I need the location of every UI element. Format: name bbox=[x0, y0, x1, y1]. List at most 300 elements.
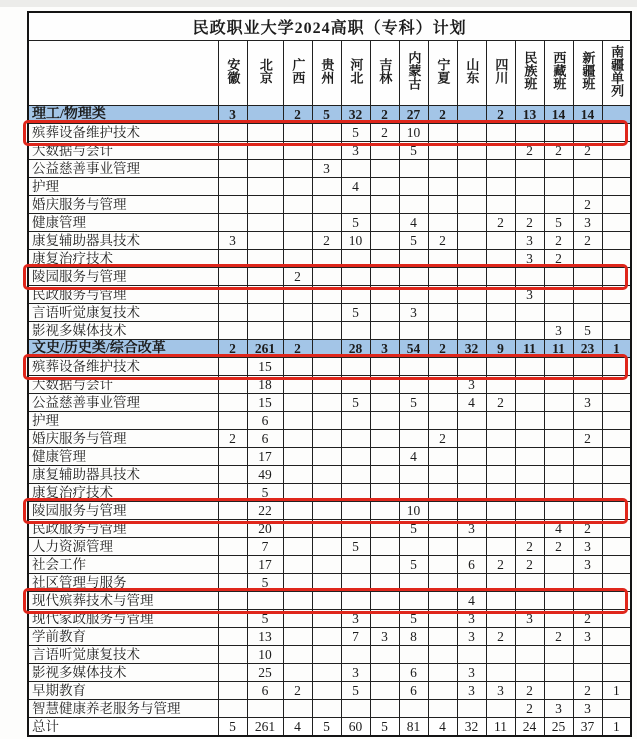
value-cell bbox=[544, 286, 573, 304]
value-cell bbox=[428, 574, 457, 592]
value-cell bbox=[247, 250, 283, 268]
value-cell bbox=[602, 196, 631, 214]
value-cell bbox=[370, 484, 399, 502]
value-cell bbox=[515, 448, 544, 466]
column-header-8 bbox=[428, 41, 457, 106]
value-cell bbox=[428, 484, 457, 502]
value-cell: 261 bbox=[247, 340, 283, 358]
value-cell bbox=[515, 304, 544, 322]
major-row bbox=[28, 520, 631, 538]
value-cell bbox=[428, 160, 457, 178]
value-cell: 13 bbox=[247, 628, 283, 646]
value-cell: 3 bbox=[515, 250, 544, 268]
value-cell bbox=[370, 376, 399, 394]
row-label: 殡葬设备维护技术 bbox=[28, 358, 218, 376]
value-cell: 2 bbox=[573, 610, 602, 628]
value-cell bbox=[428, 520, 457, 538]
value-cell bbox=[515, 646, 544, 664]
value-cell bbox=[218, 142, 247, 160]
value-cell bbox=[544, 682, 573, 700]
value-cell bbox=[486, 196, 515, 214]
value-cell bbox=[457, 106, 486, 124]
value-cell bbox=[428, 214, 457, 232]
value-cell: 3 bbox=[515, 232, 544, 250]
row-label: 人力资源管理 bbox=[28, 538, 218, 556]
value-cell bbox=[370, 664, 399, 682]
value-cell bbox=[247, 160, 283, 178]
value-cell bbox=[486, 160, 515, 178]
value-cell bbox=[312, 394, 341, 412]
value-cell bbox=[370, 556, 399, 574]
value-cell bbox=[312, 142, 341, 160]
column-header-label: 广西 bbox=[290, 57, 306, 84]
value-cell: 20 bbox=[247, 520, 283, 538]
value-cell: 9 bbox=[486, 340, 515, 358]
value-cell bbox=[370, 250, 399, 268]
value-cell: 2 bbox=[573, 142, 602, 160]
value-cell: 1 bbox=[602, 682, 631, 700]
value-cell bbox=[457, 448, 486, 466]
value-cell bbox=[341, 466, 370, 484]
value-cell: 3 bbox=[341, 610, 370, 628]
value-cell bbox=[573, 646, 602, 664]
column-header-label: 吉林 bbox=[377, 57, 393, 84]
value-cell: 2 bbox=[544, 538, 573, 556]
value-cell bbox=[218, 304, 247, 322]
value-cell bbox=[486, 142, 515, 160]
value-cell bbox=[370, 574, 399, 592]
value-cell bbox=[486, 322, 515, 340]
column-header-10 bbox=[486, 41, 515, 106]
value-cell bbox=[218, 466, 247, 484]
value-cell bbox=[602, 646, 631, 664]
value-cell bbox=[218, 196, 247, 214]
value-cell bbox=[457, 574, 486, 592]
value-cell: 2 bbox=[573, 520, 602, 538]
value-cell bbox=[341, 268, 370, 286]
value-cell: 4 bbox=[457, 394, 486, 412]
column-header-11 bbox=[515, 41, 544, 106]
value-cell bbox=[312, 358, 341, 376]
value-cell: 3 bbox=[218, 106, 247, 124]
value-cell bbox=[515, 664, 544, 682]
value-cell bbox=[312, 250, 341, 268]
value-cell bbox=[341, 322, 370, 340]
value-cell bbox=[573, 160, 602, 178]
row-label: 民政服务与管理 bbox=[28, 520, 218, 538]
column-header-label: 四川 bbox=[493, 57, 509, 84]
column-header-13 bbox=[573, 41, 602, 106]
value-cell: 7 bbox=[247, 538, 283, 556]
value-cell bbox=[515, 430, 544, 448]
value-cell: 15 bbox=[247, 358, 283, 376]
value-cell bbox=[341, 250, 370, 268]
value-cell bbox=[312, 682, 341, 700]
row-label: 康复治疗技术 bbox=[28, 250, 218, 268]
value-cell: 2 bbox=[544, 250, 573, 268]
value-cell bbox=[370, 394, 399, 412]
value-cell: 2 bbox=[486, 214, 515, 232]
value-cell: 2 bbox=[218, 430, 247, 448]
value-cell: 5 bbox=[399, 394, 428, 412]
major-row bbox=[28, 646, 631, 664]
value-cell bbox=[457, 286, 486, 304]
value-cell bbox=[515, 322, 544, 340]
value-cell bbox=[515, 628, 544, 646]
value-cell: 5 bbox=[312, 718, 341, 737]
column-header-label: 南疆单列 bbox=[609, 44, 625, 97]
value-cell: 8 bbox=[399, 628, 428, 646]
value-cell bbox=[602, 376, 631, 394]
value-cell bbox=[218, 268, 247, 286]
value-cell bbox=[370, 322, 399, 340]
enrollment-plan-table bbox=[27, 11, 632, 737]
value-cell bbox=[515, 196, 544, 214]
value-cell bbox=[544, 196, 573, 214]
value-cell: 15 bbox=[247, 394, 283, 412]
row-label: 大数据与会计 bbox=[28, 142, 218, 160]
value-cell bbox=[602, 430, 631, 448]
value-cell bbox=[602, 268, 631, 286]
value-cell: 3 bbox=[370, 340, 399, 358]
value-cell bbox=[602, 250, 631, 268]
value-cell bbox=[283, 304, 312, 322]
value-cell bbox=[312, 646, 341, 664]
value-cell: 22 bbox=[247, 502, 283, 520]
value-cell bbox=[247, 268, 283, 286]
value-cell: 3 bbox=[457, 610, 486, 628]
value-cell: 2 bbox=[283, 268, 312, 286]
major-row bbox=[28, 124, 631, 142]
major-row bbox=[28, 700, 631, 718]
value-cell bbox=[283, 538, 312, 556]
row-label: 言语听觉康复技术 bbox=[28, 646, 218, 664]
value-cell: 32 bbox=[457, 340, 486, 358]
value-cell bbox=[428, 412, 457, 430]
value-cell bbox=[312, 412, 341, 430]
value-cell: 2 bbox=[515, 142, 544, 160]
value-cell: 49 bbox=[247, 466, 283, 484]
value-cell: 81 bbox=[399, 718, 428, 737]
major-row bbox=[28, 592, 631, 610]
value-cell bbox=[341, 430, 370, 448]
value-cell bbox=[399, 160, 428, 178]
value-cell bbox=[283, 322, 312, 340]
row-label: 婚庆服务与管理 bbox=[28, 430, 218, 448]
value-cell bbox=[370, 286, 399, 304]
row-label: 康复辅助器具技术 bbox=[28, 466, 218, 484]
value-cell bbox=[457, 160, 486, 178]
value-cell bbox=[602, 610, 631, 628]
value-cell bbox=[515, 412, 544, 430]
value-cell bbox=[312, 628, 341, 646]
value-cell bbox=[457, 538, 486, 556]
major-row bbox=[28, 664, 631, 682]
value-cell: 5 bbox=[341, 394, 370, 412]
row-label: 护理 bbox=[28, 178, 218, 196]
value-cell: 3 bbox=[457, 682, 486, 700]
value-cell: 2 bbox=[428, 232, 457, 250]
value-cell: 23 bbox=[573, 340, 602, 358]
value-cell: 6 bbox=[399, 682, 428, 700]
row-label: 公益慈善事业管理 bbox=[28, 394, 218, 412]
row-label: 康复治疗技术 bbox=[28, 484, 218, 502]
value-cell bbox=[457, 466, 486, 484]
value-cell bbox=[602, 304, 631, 322]
value-cell bbox=[428, 142, 457, 160]
value-cell bbox=[341, 160, 370, 178]
value-cell bbox=[370, 142, 399, 160]
value-cell: 10 bbox=[341, 232, 370, 250]
value-cell bbox=[312, 178, 341, 196]
value-cell: 24 bbox=[515, 718, 544, 737]
value-cell: 10 bbox=[399, 124, 428, 142]
value-cell: 28 bbox=[341, 340, 370, 358]
value-cell bbox=[602, 574, 631, 592]
major-row bbox=[28, 610, 631, 628]
value-cell: 6 bbox=[247, 430, 283, 448]
column-header-label: 西藏班 bbox=[551, 51, 567, 90]
value-cell: 11 bbox=[486, 718, 515, 737]
value-cell bbox=[341, 358, 370, 376]
major-row bbox=[28, 574, 631, 592]
value-cell: 2 bbox=[218, 340, 247, 358]
value-cell bbox=[428, 664, 457, 682]
value-cell bbox=[218, 538, 247, 556]
value-cell bbox=[312, 214, 341, 232]
major-row bbox=[28, 628, 631, 646]
row-label: 言语听觉康复技术 bbox=[28, 304, 218, 322]
value-cell: 2 bbox=[486, 556, 515, 574]
value-cell: 5 bbox=[370, 718, 399, 737]
value-cell bbox=[283, 178, 312, 196]
major-row bbox=[28, 304, 631, 322]
value-cell bbox=[370, 304, 399, 322]
major-row bbox=[28, 484, 631, 502]
value-cell bbox=[283, 574, 312, 592]
value-cell bbox=[218, 214, 247, 232]
value-cell: 32 bbox=[457, 718, 486, 737]
value-cell: 60 bbox=[341, 718, 370, 737]
value-cell bbox=[312, 304, 341, 322]
value-cell: 4 bbox=[399, 214, 428, 232]
value-cell bbox=[218, 682, 247, 700]
value-cell bbox=[602, 124, 631, 142]
column-header-label: 新疆班 bbox=[580, 51, 596, 90]
value-cell bbox=[370, 610, 399, 628]
value-cell: 3 bbox=[370, 628, 399, 646]
value-cell: 5 bbox=[341, 682, 370, 700]
value-cell bbox=[602, 700, 631, 718]
value-cell: 2 bbox=[515, 556, 544, 574]
value-cell: 3 bbox=[341, 142, 370, 160]
value-cell: 3 bbox=[573, 556, 602, 574]
value-cell: 4 bbox=[341, 178, 370, 196]
major-row bbox=[28, 682, 631, 700]
value-cell: 2 bbox=[544, 232, 573, 250]
major-row bbox=[28, 196, 631, 214]
major-row bbox=[28, 286, 631, 304]
value-cell bbox=[573, 664, 602, 682]
value-cell bbox=[428, 682, 457, 700]
value-cell: 32 bbox=[341, 106, 370, 124]
value-cell: 1 bbox=[602, 718, 631, 737]
value-cell: 2 bbox=[573, 430, 602, 448]
value-cell: 2 bbox=[283, 682, 312, 700]
value-cell bbox=[428, 286, 457, 304]
value-cell bbox=[341, 286, 370, 304]
value-cell: 4 bbox=[457, 592, 486, 610]
value-cell bbox=[370, 214, 399, 232]
value-cell bbox=[341, 376, 370, 394]
value-cell bbox=[573, 502, 602, 520]
value-cell: 3 bbox=[312, 160, 341, 178]
value-cell: 2 bbox=[428, 340, 457, 358]
value-cell bbox=[457, 232, 486, 250]
value-cell: 2 bbox=[544, 628, 573, 646]
value-cell bbox=[283, 466, 312, 484]
value-cell bbox=[283, 196, 312, 214]
value-cell bbox=[399, 376, 428, 394]
value-cell bbox=[544, 268, 573, 286]
value-cell bbox=[341, 520, 370, 538]
value-cell bbox=[602, 322, 631, 340]
value-cell bbox=[573, 484, 602, 502]
value-cell bbox=[399, 322, 428, 340]
value-cell bbox=[457, 250, 486, 268]
value-cell bbox=[312, 484, 341, 502]
value-cell bbox=[457, 484, 486, 502]
value-cell bbox=[370, 430, 399, 448]
value-cell bbox=[573, 286, 602, 304]
column-header-label: 北京 bbox=[257, 57, 273, 84]
value-cell bbox=[428, 268, 457, 286]
value-cell: 37 bbox=[573, 718, 602, 737]
major-row bbox=[28, 412, 631, 430]
value-cell bbox=[602, 538, 631, 556]
value-cell: 2 bbox=[544, 142, 573, 160]
value-cell: 3 bbox=[515, 610, 544, 628]
value-cell bbox=[312, 124, 341, 142]
value-cell bbox=[457, 214, 486, 232]
value-cell: 10 bbox=[399, 502, 428, 520]
value-cell bbox=[283, 484, 312, 502]
value-cell bbox=[247, 142, 283, 160]
value-cell bbox=[399, 466, 428, 484]
value-cell bbox=[247, 304, 283, 322]
value-cell bbox=[544, 394, 573, 412]
value-cell bbox=[312, 610, 341, 628]
value-cell: 4 bbox=[544, 520, 573, 538]
value-cell bbox=[370, 520, 399, 538]
value-cell bbox=[283, 286, 312, 304]
value-cell bbox=[370, 412, 399, 430]
value-cell bbox=[428, 124, 457, 142]
column-header-1 bbox=[218, 41, 247, 106]
value-cell bbox=[218, 412, 247, 430]
value-cell bbox=[602, 178, 631, 196]
value-cell: 3 bbox=[573, 628, 602, 646]
value-cell: 5 bbox=[218, 718, 247, 737]
value-cell bbox=[602, 394, 631, 412]
value-cell: 14 bbox=[573, 106, 602, 124]
value-cell bbox=[573, 574, 602, 592]
value-cell bbox=[218, 448, 247, 466]
value-cell bbox=[457, 196, 486, 214]
value-cell: 3 bbox=[457, 628, 486, 646]
value-cell bbox=[573, 250, 602, 268]
major-row bbox=[28, 502, 631, 520]
value-cell bbox=[573, 178, 602, 196]
row-label: 文史/历史类/综合改革 bbox=[28, 340, 218, 358]
value-cell bbox=[283, 646, 312, 664]
value-cell bbox=[428, 556, 457, 574]
value-cell bbox=[247, 214, 283, 232]
major-row bbox=[28, 250, 631, 268]
value-cell bbox=[457, 358, 486, 376]
value-cell: 18 bbox=[247, 376, 283, 394]
value-cell bbox=[341, 592, 370, 610]
value-cell: 6 bbox=[399, 664, 428, 682]
value-cell bbox=[457, 646, 486, 664]
value-cell: 4 bbox=[283, 718, 312, 737]
value-cell bbox=[218, 556, 247, 574]
value-cell bbox=[428, 304, 457, 322]
row-label: 总计 bbox=[28, 718, 218, 737]
value-cell bbox=[457, 430, 486, 448]
value-cell bbox=[515, 574, 544, 592]
value-cell bbox=[428, 358, 457, 376]
major-row bbox=[28, 178, 631, 196]
value-cell: 2 bbox=[515, 700, 544, 718]
value-cell bbox=[602, 466, 631, 484]
value-cell bbox=[515, 178, 544, 196]
value-cell bbox=[428, 592, 457, 610]
value-cell bbox=[218, 178, 247, 196]
value-cell: 2 bbox=[486, 628, 515, 646]
row-label: 公益慈善事业管理 bbox=[28, 160, 218, 178]
value-cell bbox=[573, 466, 602, 484]
value-cell bbox=[486, 124, 515, 142]
value-cell bbox=[602, 232, 631, 250]
value-cell: 3 bbox=[573, 394, 602, 412]
row-label: 学前教育 bbox=[28, 628, 218, 646]
value-cell bbox=[457, 304, 486, 322]
value-cell: 14 bbox=[544, 106, 573, 124]
value-cell bbox=[283, 214, 312, 232]
column-header-9 bbox=[457, 41, 486, 106]
value-cell: 2 bbox=[515, 682, 544, 700]
value-cell bbox=[283, 142, 312, 160]
value-cell bbox=[515, 484, 544, 502]
value-cell bbox=[283, 394, 312, 412]
value-cell bbox=[283, 412, 312, 430]
value-cell bbox=[370, 196, 399, 214]
value-cell bbox=[486, 250, 515, 268]
column-header-label: 宁夏 bbox=[435, 57, 451, 84]
value-cell bbox=[486, 358, 515, 376]
value-cell bbox=[370, 358, 399, 376]
value-cell bbox=[602, 106, 631, 124]
value-cell bbox=[312, 448, 341, 466]
value-cell bbox=[486, 502, 515, 520]
column-header-label: 安徽 bbox=[225, 57, 241, 84]
value-cell bbox=[341, 700, 370, 718]
row-label: 护理 bbox=[28, 412, 218, 430]
value-cell bbox=[486, 520, 515, 538]
major-row bbox=[28, 394, 631, 412]
value-cell bbox=[544, 412, 573, 430]
